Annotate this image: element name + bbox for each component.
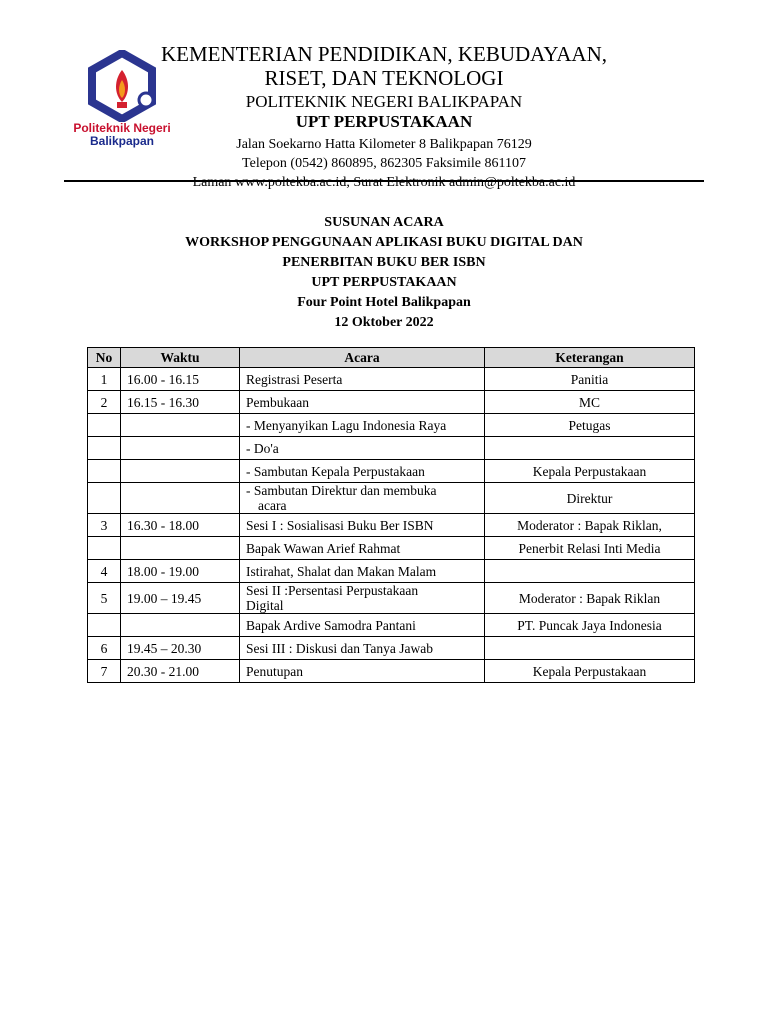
web-email-line: Laman www.poltekba.ac.id, Surat Elektronik admin@poltekba.ac.id — [192, 175, 576, 190]
cell-note: Petugas — [485, 414, 695, 437]
title-line-4: UPT PERPUSTAKAAN — [311, 275, 457, 290]
table-header-row — [88, 348, 695, 368]
ministry-line-2: RISET, DAN TEKNOLOGI — [264, 66, 504, 90]
cell-no — [88, 537, 121, 560]
letterhead — [150, 42, 618, 192]
table-row — [88, 583, 695, 614]
address-line: Jalan Soekarno Hatta Kilometer 8 Balikpapan 76129 — [236, 137, 532, 152]
cell-no: 2 — [88, 391, 121, 414]
cell-no: 5 — [88, 583, 121, 614]
cell-no — [88, 460, 121, 483]
title-date: 12 Oktober 2022 — [334, 315, 434, 330]
cell-time — [121, 414, 240, 437]
cell-time: 19.00 – 19.45 — [121, 583, 240, 614]
cell-no — [88, 437, 121, 460]
cell-time: 16.00 - 16.15 — [121, 368, 240, 391]
cell-time — [121, 614, 240, 637]
table-row — [88, 414, 695, 437]
cell-time: 16.30 - 18.00 — [121, 514, 240, 537]
cell-note: Panitia — [485, 368, 695, 391]
cell-no: 7 — [88, 660, 121, 683]
cell-time — [121, 483, 240, 514]
cell-agenda-continuation: Digital — [246, 598, 284, 613]
agenda-table — [87, 347, 695, 683]
cell-no: 6 — [88, 637, 121, 660]
institution-name: POLITEKNIK NEGERI BALIKPAPAN — [245, 92, 523, 111]
cell-time — [121, 537, 240, 560]
title-venue: Four Point Hotel Balikpapan — [297, 295, 471, 310]
table-row — [88, 537, 695, 560]
cell-note: Moderator : Bapak Riklan — [485, 583, 695, 614]
cell-no: 3 — [88, 514, 121, 537]
header-time: Waktu — [121, 348, 240, 368]
table-row — [88, 614, 695, 637]
table-row — [88, 560, 695, 583]
cell-note: Penerbit Relasi Inti Media — [485, 537, 695, 560]
phone-line: Telepon (0542) 860895, 862305 Faksimile 861107 — [242, 156, 526, 171]
cell-note: Kepala Perpustakaan — [485, 660, 695, 683]
cell-time — [121, 460, 240, 483]
logo-text-line2: Balikpapan — [89, 134, 155, 148]
cell-time: 16.15 - 16.30 — [121, 391, 240, 414]
polytechnic-emblem-icon — [84, 50, 160, 122]
table-row — [88, 460, 695, 483]
cell-no: 4 — [88, 560, 121, 583]
cell-no: 1 — [88, 368, 121, 391]
table-row — [88, 637, 695, 660]
ministry-line-1: KEMENTERIAN PENDIDIKAN, KEBUDAYAAN, — [160, 42, 608, 66]
title-line-1: SUSUNAN ACARA — [324, 215, 444, 230]
document-title — [84, 213, 684, 333]
cell-note: PT. Puncak Jaya Indonesia — [485, 614, 695, 637]
cell-agenda-continuation: acara — [258, 498, 287, 513]
header-agenda: Acara — [240, 348, 485, 368]
table-row — [88, 391, 695, 414]
cell-note — [485, 437, 695, 460]
cell-time — [121, 437, 240, 460]
cell-note — [485, 637, 695, 660]
cell-no — [88, 483, 121, 514]
unit-name: UPT PERPUSTAKAAN — [295, 112, 473, 131]
cell-agenda: Penutupan — [240, 660, 485, 683]
cell-agenda — [240, 583, 485, 614]
cell-time: 20.30 - 21.00 — [121, 660, 240, 683]
cell-no — [88, 414, 121, 437]
cell-agenda: Sesi I : Sosialisasi Buku Ber ISBN — [240, 514, 485, 537]
cell-note — [485, 560, 695, 583]
header-note: Keterangan — [485, 348, 695, 368]
cell-agenda: Bapak Wawan Arief Rahmat — [240, 537, 485, 560]
cell-note: Moderator : Bapak Riklan, — [485, 514, 695, 537]
cell-agenda: - Sambutan Kepala Perpustakaan — [240, 460, 485, 483]
cell-no — [88, 614, 121, 637]
title-line-3: PENERBITAN BUKU BER ISBN — [282, 255, 486, 270]
table-row — [88, 514, 695, 537]
logo-text-line1: Politeknik Negeri — [73, 121, 171, 135]
cell-note: MC — [485, 391, 695, 414]
table-row — [88, 483, 695, 514]
table-row — [88, 437, 695, 460]
table-row — [88, 660, 695, 683]
cell-agenda: - Menyanyikan Lagu Indonesia Raya — [240, 414, 485, 437]
table-row — [88, 368, 695, 391]
cell-agenda: - Do'a — [240, 437, 485, 460]
cell-note: Direktur — [485, 483, 695, 514]
cell-agenda: Sesi III : Diskusi dan Tanya Jawab — [240, 637, 485, 660]
cell-agenda: Registrasi Peserta — [240, 368, 485, 391]
cell-agenda: Istirahat, Shalat dan Makan Malam — [240, 560, 485, 583]
letterhead-divider — [64, 180, 704, 182]
header-no: No — [88, 348, 121, 368]
cell-time: 18.00 - 19.00 — [121, 560, 240, 583]
cell-agenda — [240, 483, 485, 514]
cell-time: 19.45 – 20.30 — [121, 637, 240, 660]
title-line-2: WORKSHOP PENGGUNAAN APLIKASI BUKU DIGITAL DAN — [185, 235, 583, 250]
cell-agenda: Pembukaan — [240, 391, 485, 414]
cell-agenda-line: - Sambutan Direktur dan membuka — [246, 483, 437, 498]
cell-note: Kepala Perpustakaan — [485, 460, 695, 483]
cell-agenda-line: Sesi II :Persentasi Perpustakaan — [246, 583, 419, 598]
cell-agenda: Bapak Ardive Samodra Pantani — [240, 614, 485, 637]
